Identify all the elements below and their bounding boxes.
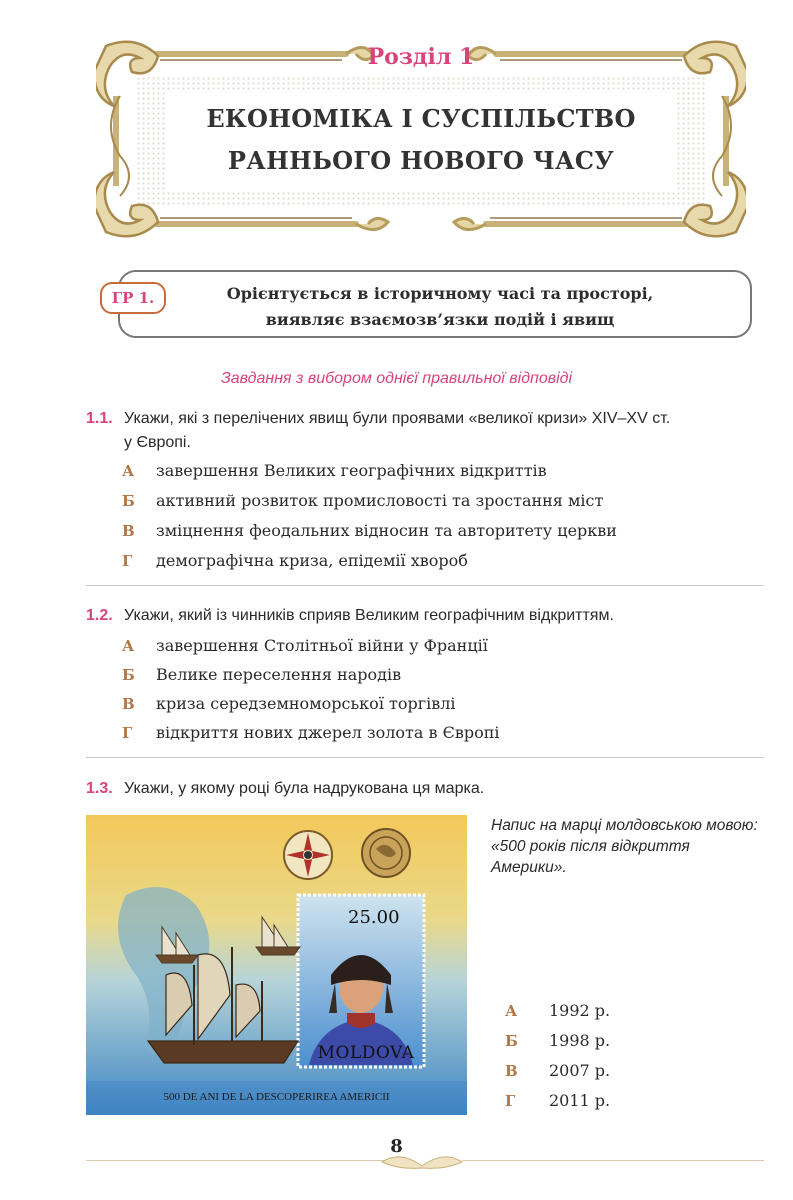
option-letter: А — [122, 637, 135, 655]
section-label: Розділ 1 — [367, 44, 475, 70]
question-number: 1.3. — [86, 780, 113, 797]
stamp-image — [86, 815, 467, 1115]
question-text-line-1: Укажи, який із чинників сприяв Великим географічним відкриттям. — [124, 607, 614, 624]
competency-tag: ГР 1. — [100, 282, 166, 314]
competency-line-1: Орієнтується в історичному часі та просторі, — [226, 284, 654, 303]
page-number: 8 — [390, 1136, 403, 1157]
stamp-note: Напис на марці молдовською мовою: «500 років після відкриття Америки». — [491, 817, 758, 876]
option-letter: Г — [122, 724, 133, 742]
option-letter: А — [122, 462, 135, 480]
option-text[interactable]: демографічна криза, епідемії хвороб — [156, 551, 468, 570]
option-letter: Г — [505, 1092, 516, 1110]
chapter-title-line-1: ЕКОНОМІКА І СУСПІЛЬСТВО — [206, 104, 636, 133]
competency-line-2: виявляє взаємозв’язки подій і явищ — [265, 310, 615, 329]
option-letter: Г — [122, 552, 133, 570]
question-text-line-1: Укажи, у якому році була надрукована ця марка. — [124, 780, 485, 797]
option-text[interactable]: завершення Великих географічних відкриттів — [156, 461, 547, 480]
task-type-heading: Завдання з вибором однієї правильної відповіді — [220, 370, 573, 387]
divider — [86, 585, 764, 586]
option-text[interactable]: 1992 р. — [549, 1001, 611, 1020]
option-text[interactable]: активний розвиток промисловості та зростання міст — [156, 491, 604, 510]
option-text[interactable]: завершення Столітньої війни у Франції — [156, 636, 488, 655]
option-letter: Б — [122, 492, 135, 510]
option-letter: В — [505, 1062, 518, 1080]
stamp-illustration-icon — [86, 815, 467, 1115]
chapter-title-line-2: РАННЬОГО НОВОГО ЧАСУ — [227, 146, 615, 175]
question-number: 1.1. — [86, 410, 113, 427]
option-letter: Б — [122, 666, 135, 684]
option-text[interactable]: криза середземноморської торгівлі — [156, 694, 456, 713]
chapter-header-frame — [96, 36, 746, 242]
footer-rule-right — [462, 1160, 764, 1161]
divider — [86, 757, 764, 758]
option-text[interactable]: зміцнення феодальних відносин та авторитету церкви — [156, 521, 617, 540]
option-text[interactable]: Велике переселення народів — [156, 665, 402, 684]
question-text-line-1: Укажи, які з перелічених явищ були проявами «великої кризи» XIV–XV ст. — [124, 410, 671, 427]
question-text-line-2: у Європі. — [124, 434, 191, 451]
option-letter: В — [122, 522, 135, 540]
option-letter: А — [505, 1002, 518, 1020]
option-text[interactable]: відкриття нових джерел золота в Європі — [156, 723, 500, 742]
question-number: 1.2. — [86, 607, 113, 624]
option-text[interactable]: 2011 р. — [549, 1091, 611, 1110]
option-text[interactable]: 1998 р. — [549, 1031, 611, 1050]
option-text[interactable]: 2007 р. — [549, 1061, 611, 1080]
option-letter: В — [122, 695, 135, 713]
stamp-caption: 500 DE ANI DE LA DESCOPERIREA AMERICII — [163, 1091, 390, 1103]
stamp-value: 25.00 — [348, 907, 400, 928]
option-letter: Б — [505, 1032, 518, 1050]
stamp-country: MOLDOVA — [317, 1043, 415, 1063]
footer-rule-left — [86, 1160, 386, 1161]
